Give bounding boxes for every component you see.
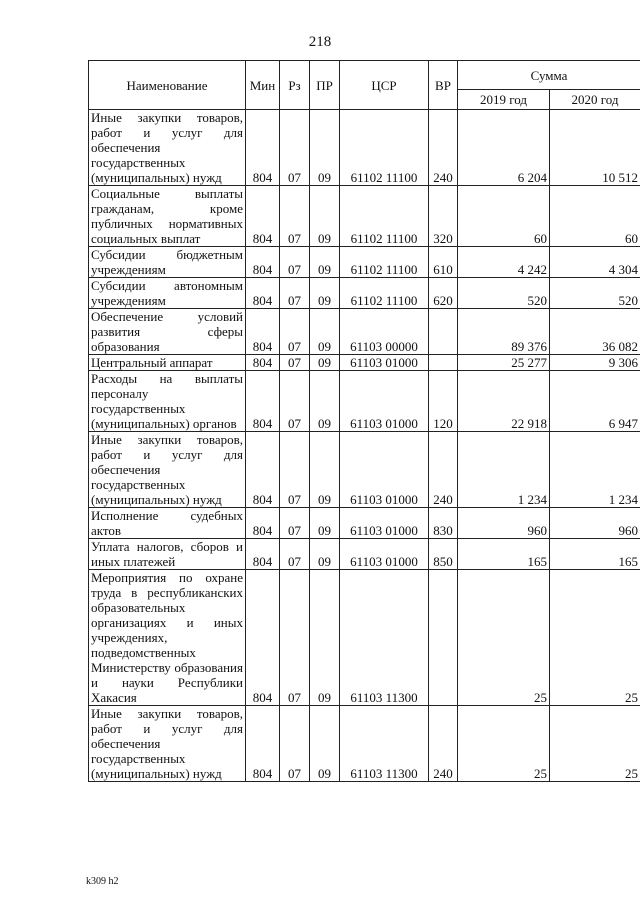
cell-2019: 1 234 — [458, 432, 550, 508]
cell-rz: 07 — [280, 706, 310, 782]
cell-2019: 25 277 — [458, 355, 550, 371]
cell-csr: 61103 00000 — [340, 309, 429, 355]
table-row — [89, 247, 640, 278]
cell-pr: 09 — [310, 278, 340, 309]
cell-vr — [429, 355, 458, 371]
cell-pr: 09 — [310, 432, 340, 508]
cell-2019: 25 — [458, 706, 550, 782]
cell-min: 804 — [246, 508, 280, 539]
cell-vr: 240 — [429, 706, 458, 782]
cell-csr: 61103 01000 — [340, 539, 429, 570]
table-row — [89, 508, 640, 539]
cell-csr: 61103 01000 — [340, 371, 429, 432]
table-body — [89, 110, 640, 782]
cell-2020: 4 304 — [550, 247, 640, 278]
table-row — [89, 706, 640, 782]
cell-pr: 09 — [310, 371, 340, 432]
cell-name: Иные закупки товаров, работ и услуг для обеспечения государственных (муниципальных) нужд — [89, 706, 246, 782]
cell-rz: 07 — [280, 309, 310, 355]
cell-2019: 165 — [458, 539, 550, 570]
header-row — [89, 61, 640, 90]
cell-csr: 61103 01000 — [340, 508, 429, 539]
cell-min: 804 — [246, 110, 280, 186]
cell-2020: 60 — [550, 186, 640, 247]
cell-vr: 830 — [429, 508, 458, 539]
cell-csr: 61102 11100 — [340, 186, 429, 247]
cell-vr: 320 — [429, 186, 458, 247]
cell-2020: 520 — [550, 278, 640, 309]
cell-rz: 07 — [280, 110, 310, 186]
cell-name: Субсидии автономным учреждениям — [89, 278, 246, 309]
cell-2019: 6 204 — [458, 110, 550, 186]
cell-rz: 07 — [280, 371, 310, 432]
cell-csr: 61102 11100 — [340, 247, 429, 278]
cell-2020: 1 234 — [550, 432, 640, 508]
cell-rz: 07 — [280, 570, 310, 706]
cell-2020: 10 512 — [550, 110, 640, 186]
cell-2019: 60 — [458, 186, 550, 247]
cell-name: Субсидии бюджетным учреждениям — [89, 247, 246, 278]
cell-rz: 07 — [280, 539, 310, 570]
cell-rz: 07 — [280, 508, 310, 539]
cell-2019: 520 — [458, 278, 550, 309]
cell-pr: 09 — [310, 706, 340, 782]
cell-2019: 4 242 — [458, 247, 550, 278]
cell-vr — [429, 570, 458, 706]
header-sum: Сумма — [458, 61, 640, 90]
budget-table-container — [88, 60, 640, 782]
cell-csr: 61103 11300 — [340, 570, 429, 706]
cell-2019: 25 — [458, 570, 550, 706]
table-row — [89, 539, 640, 570]
cell-csr: 61102 11100 — [340, 278, 429, 309]
table-row — [89, 355, 640, 371]
cell-min: 804 — [246, 309, 280, 355]
cell-min: 804 — [246, 186, 280, 247]
cell-vr — [429, 309, 458, 355]
cell-min: 804 — [246, 706, 280, 782]
cell-vr: 120 — [429, 371, 458, 432]
cell-rz: 07 — [280, 247, 310, 278]
cell-min: 804 — [246, 539, 280, 570]
cell-name: Исполнение судебных актов — [89, 508, 246, 539]
cell-pr: 09 — [310, 309, 340, 355]
table-row — [89, 278, 640, 309]
cell-vr: 620 — [429, 278, 458, 309]
cell-pr: 09 — [310, 247, 340, 278]
cell-min: 804 — [246, 278, 280, 309]
cell-min: 804 — [246, 247, 280, 278]
cell-2020: 6 947 — [550, 371, 640, 432]
header-min: Мин — [246, 61, 280, 110]
header-vr: ВР — [429, 61, 458, 110]
header-rz: Рз — [280, 61, 310, 110]
table-row — [89, 110, 640, 186]
cell-pr: 09 — [310, 355, 340, 371]
cell-csr: 61102 11100 — [340, 110, 429, 186]
cell-rz: 07 — [280, 186, 310, 247]
cell-vr: 610 — [429, 247, 458, 278]
header-year-2019: 2019 год — [458, 90, 550, 110]
header-year-2020: 2020 год — [550, 90, 640, 110]
header-pr: ПР — [310, 61, 340, 110]
budget-table — [88, 60, 640, 782]
cell-name: Социальные выплаты гражданам, кроме публичных нормативных социальных выплат — [89, 186, 246, 247]
cell-vr: 240 — [429, 110, 458, 186]
cell-name: Обеспечение условий развития сферы образования — [89, 309, 246, 355]
cell-name: Иные закупки товаров, работ и услуг для обеспечения государственных (муниципальных) нужд — [89, 110, 246, 186]
cell-pr: 09 — [310, 186, 340, 247]
cell-2020: 165 — [550, 539, 640, 570]
cell-pr: 09 — [310, 110, 340, 186]
cell-2019: 89 376 — [458, 309, 550, 355]
cell-min: 804 — [246, 570, 280, 706]
cell-2019: 960 — [458, 508, 550, 539]
table-row — [89, 371, 640, 432]
cell-2020: 25 — [550, 570, 640, 706]
table-row — [89, 186, 640, 247]
cell-name: Уплата налогов, сборов и иных платежей — [89, 539, 246, 570]
cell-vr: 850 — [429, 539, 458, 570]
cell-rz: 07 — [280, 432, 310, 508]
cell-min: 804 — [246, 355, 280, 371]
table-row — [89, 432, 640, 508]
cell-2020: 960 — [550, 508, 640, 539]
header-csr: ЦСР — [340, 61, 429, 110]
table-row — [89, 570, 640, 706]
cell-min: 804 — [246, 371, 280, 432]
cell-name: Иные закупки товаров, работ и услуг для обеспечения государственных (муниципальных) нужд — [89, 432, 246, 508]
cell-2020: 9 306 — [550, 355, 640, 371]
page-number: 218 — [308, 34, 332, 50]
cell-name: Центральный аппарат — [89, 355, 246, 371]
cell-name: Мероприятия по охране труда в республиканских образовательных организациях и иных учреждениях, подведомственных Министерству образования и науки Республики Хакасия — [89, 570, 246, 706]
footer-code: k309 h2 — [86, 876, 119, 887]
cell-pr: 09 — [310, 508, 340, 539]
cell-csr: 61103 01000 — [340, 355, 429, 371]
cell-csr: 61103 11300 — [340, 706, 429, 782]
cell-2019: 22 918 — [458, 371, 550, 432]
header-name: Наименование — [89, 61, 246, 110]
cell-csr: 61103 01000 — [340, 432, 429, 508]
table-row — [89, 309, 640, 355]
cell-pr: 09 — [310, 539, 340, 570]
cell-vr: 240 — [429, 432, 458, 508]
cell-rz: 07 — [280, 355, 310, 371]
cell-rz: 07 — [280, 278, 310, 309]
cell-2020: 25 — [550, 706, 640, 782]
cell-name: Расходы на выплаты персоналу государственных (муниципальных) органов — [89, 371, 246, 432]
cell-pr: 09 — [310, 570, 340, 706]
cell-2020: 36 082 — [550, 309, 640, 355]
cell-min: 804 — [246, 432, 280, 508]
